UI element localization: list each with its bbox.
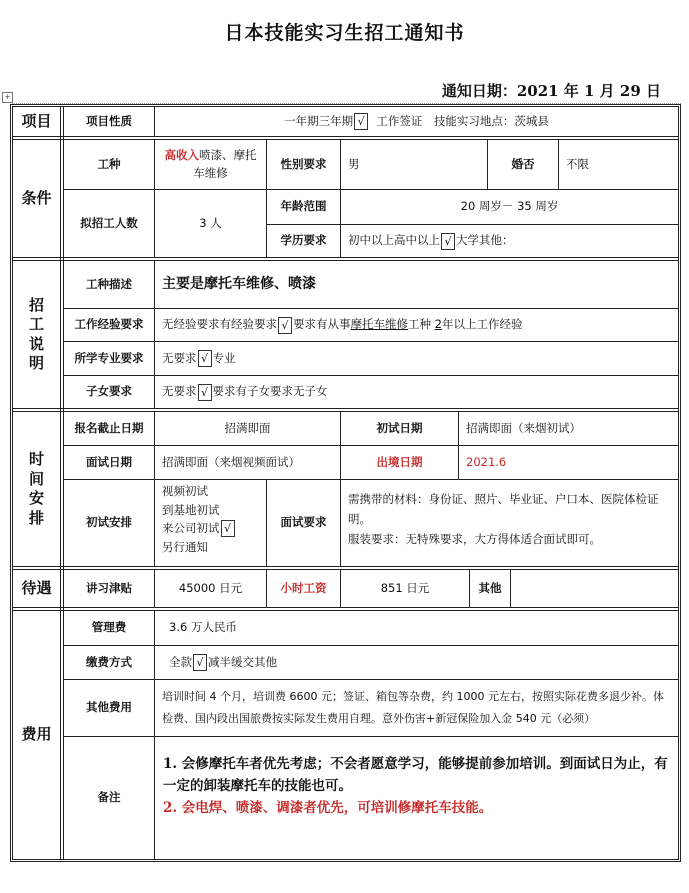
children-label: 子女要求 bbox=[86, 384, 132, 399]
age-range-value: 20 周岁－ 35 周岁 bbox=[460, 199, 559, 214]
education-options-text: 初中以上高中以上 bbox=[348, 233, 440, 248]
job-type-value bbox=[155, 140, 266, 189]
other-treatment-label: 其他 bbox=[478, 580, 502, 595]
education-label: 学历要求 bbox=[280, 233, 327, 248]
deadline-value: 招满即面 bbox=[224, 420, 271, 435]
materials-text: 需携带的材料：身份证、照片、毕业证、户口本、医院体检证明。 bbox=[348, 492, 659, 526]
job-type-label: 工种 bbox=[97, 156, 121, 171]
major-post-text: 专业 bbox=[212, 350, 236, 365]
project-nature-label: 项目性质 bbox=[86, 113, 132, 128]
experience-post-text: 年以上工作经验 bbox=[441, 317, 523, 332]
experience-mid2-text: 工种 bbox=[408, 317, 431, 332]
marriage-label: 婚否 bbox=[511, 156, 535, 171]
headcount-value: 3 人 bbox=[199, 215, 222, 230]
experience-label: 工作经验要求 bbox=[74, 317, 144, 332]
children-options-text: 无要求 bbox=[162, 384, 197, 399]
deadline-label: 报名截止日期 bbox=[74, 420, 144, 435]
experience-value bbox=[155, 309, 678, 341]
checkbox-checked-icon[interactable]: √ bbox=[193, 654, 207, 671]
hourly-wage-label: 小时工资 bbox=[280, 580, 327, 595]
major-options-text: 无要求 bbox=[162, 350, 197, 365]
job-type-highlight: 高收入 bbox=[164, 147, 199, 162]
checkbox-checked-icon[interactable]: √ bbox=[278, 317, 292, 334]
nature-extra-text: 工作签证 技能实习地点：茨城县 bbox=[376, 113, 549, 128]
row-line bbox=[12, 607, 679, 608]
major-label: 所学专业要求 bbox=[74, 350, 144, 365]
col-line bbox=[678, 106, 679, 859]
allowance-value: 45000 日元 bbox=[178, 580, 243, 595]
departure-date-value: 2021.6 bbox=[466, 454, 507, 469]
other-treatment-value bbox=[511, 570, 678, 607]
interview-date-label: 面试日期 bbox=[86, 454, 132, 469]
section-recruit-header: 招工说明 bbox=[28, 295, 44, 372]
children-value bbox=[155, 376, 678, 408]
prelim-option: 视频初试 bbox=[162, 484, 208, 498]
job-desc-label: 工种描述 bbox=[86, 276, 132, 291]
table-move-handle-icon[interactable]: + bbox=[2, 92, 13, 103]
prelim-option: 另行通知 bbox=[162, 539, 208, 554]
prelim-option: 到基地初试 bbox=[162, 502, 220, 517]
job-desc-value: 主要是摩托车维修、喷漆 bbox=[162, 275, 316, 292]
headcount-label: 拟招工人数 bbox=[80, 215, 138, 230]
interview-req-value bbox=[341, 480, 678, 566]
other-fees-value: 培训时间 4 个月，培训费 6600 元；签证、箱包等杂费，约 1000 元左右，按照实际花费多退少补。体检费、国内段出国旅费按实际发生费用自理。意外伤害+新冠保险加入金 540 元（必须） bbox=[162, 690, 664, 725]
section-item-header: 项目 bbox=[21, 111, 52, 130]
section-treatment-header: 待遇 bbox=[21, 578, 52, 597]
gender-label: 性别要求 bbox=[280, 156, 327, 171]
interview-date-value: 招满即面（来烟视频面试） bbox=[162, 454, 300, 469]
row-line bbox=[12, 566, 679, 567]
checkbox-checked-icon[interactable]: √ bbox=[198, 384, 212, 401]
payment-options-text: 全款 bbox=[169, 654, 192, 669]
checkbox-checked-icon[interactable]: √ bbox=[198, 350, 212, 367]
age-range-label: 年龄范围 bbox=[280, 199, 327, 214]
children-post-text: 要求有子女要求无子女 bbox=[212, 384, 328, 399]
marriage-value: 不限 bbox=[566, 156, 589, 171]
job-type-text: 喷漆、摩托车维修 bbox=[193, 147, 257, 180]
prelim-option-selected bbox=[162, 519, 259, 538]
col-line bbox=[60, 106, 61, 859]
experience-options-text: 无经验要求有经验要求 bbox=[162, 317, 277, 332]
remarks-value bbox=[155, 737, 678, 859]
payment-method-label: 缴费方式 bbox=[86, 654, 132, 669]
document-title: 日本技能实习生招工通知书 bbox=[224, 22, 465, 44]
checkbox-checked-icon[interactable]: √ bbox=[354, 113, 368, 130]
checkbox-checked-icon[interactable]: √ bbox=[221, 520, 235, 537]
prelim-arrangement-label: 初试安排 bbox=[86, 515, 132, 530]
row-line bbox=[12, 136, 679, 137]
row-line bbox=[12, 859, 679, 860]
project-nature-value bbox=[155, 107, 678, 136]
experience-years-text: 2 bbox=[434, 317, 442, 332]
prelim-option-text: 来公司初试 bbox=[162, 521, 220, 535]
experience-mid-text: 要求有从事 bbox=[293, 317, 351, 332]
section-conditions-header: 条件 bbox=[21, 188, 52, 207]
section-schedule-header: 时间安排 bbox=[28, 450, 44, 527]
education-other-text: 大学其他： bbox=[456, 233, 514, 248]
payment-method-value bbox=[155, 646, 678, 679]
remark-1: 1. 会修摩托车者优先考虑；不会者愿意学习，能够提前参加培训。到面试日为止，有一定的卸装摩托车的技能也可。 bbox=[163, 756, 668, 794]
allowance-label: 讲习津贴 bbox=[86, 580, 132, 595]
prelim-date-label: 初试日期 bbox=[376, 420, 423, 435]
section-fees-header: 费用 bbox=[21, 725, 52, 744]
hourly-wage-value: 851 日元 bbox=[380, 580, 430, 595]
row-line bbox=[12, 408, 679, 409]
payment-post-text: 减半缓交其他 bbox=[208, 654, 277, 669]
interview-req-label: 面试要求 bbox=[280, 515, 327, 530]
education-value bbox=[341, 225, 678, 257]
nature-options-text: 一年期三年期 bbox=[284, 113, 354, 128]
dress-code-text: 服装要求：无特殊要求，大方得体适合面试即可。 bbox=[348, 532, 601, 546]
management-fee-label: 管理费 bbox=[91, 620, 127, 635]
experience-field-text: 摩托车维修 bbox=[350, 317, 408, 332]
other-fees-label: 其他费用 bbox=[86, 700, 132, 715]
prelim-date-value: 招满即面（来烟初试） bbox=[466, 420, 581, 435]
remark-2: 2. 会电焊、喷漆、调漆者优先，可培训修摩托车技能。 bbox=[163, 800, 493, 816]
row-line bbox=[12, 257, 679, 258]
notice-date: 通知日期：2021 年 1 月 29 日 bbox=[441, 82, 661, 100]
prelim-arrangement-options bbox=[155, 480, 266, 566]
checkbox-checked-icon[interactable]: √ bbox=[441, 233, 455, 250]
major-value bbox=[155, 342, 678, 375]
remarks-label: 备注 bbox=[97, 790, 121, 805]
departure-date-label: 出境日期 bbox=[376, 454, 423, 469]
gender-value: 男 bbox=[348, 156, 360, 171]
management-fee-value: 3.6 万人民币 bbox=[169, 620, 237, 635]
